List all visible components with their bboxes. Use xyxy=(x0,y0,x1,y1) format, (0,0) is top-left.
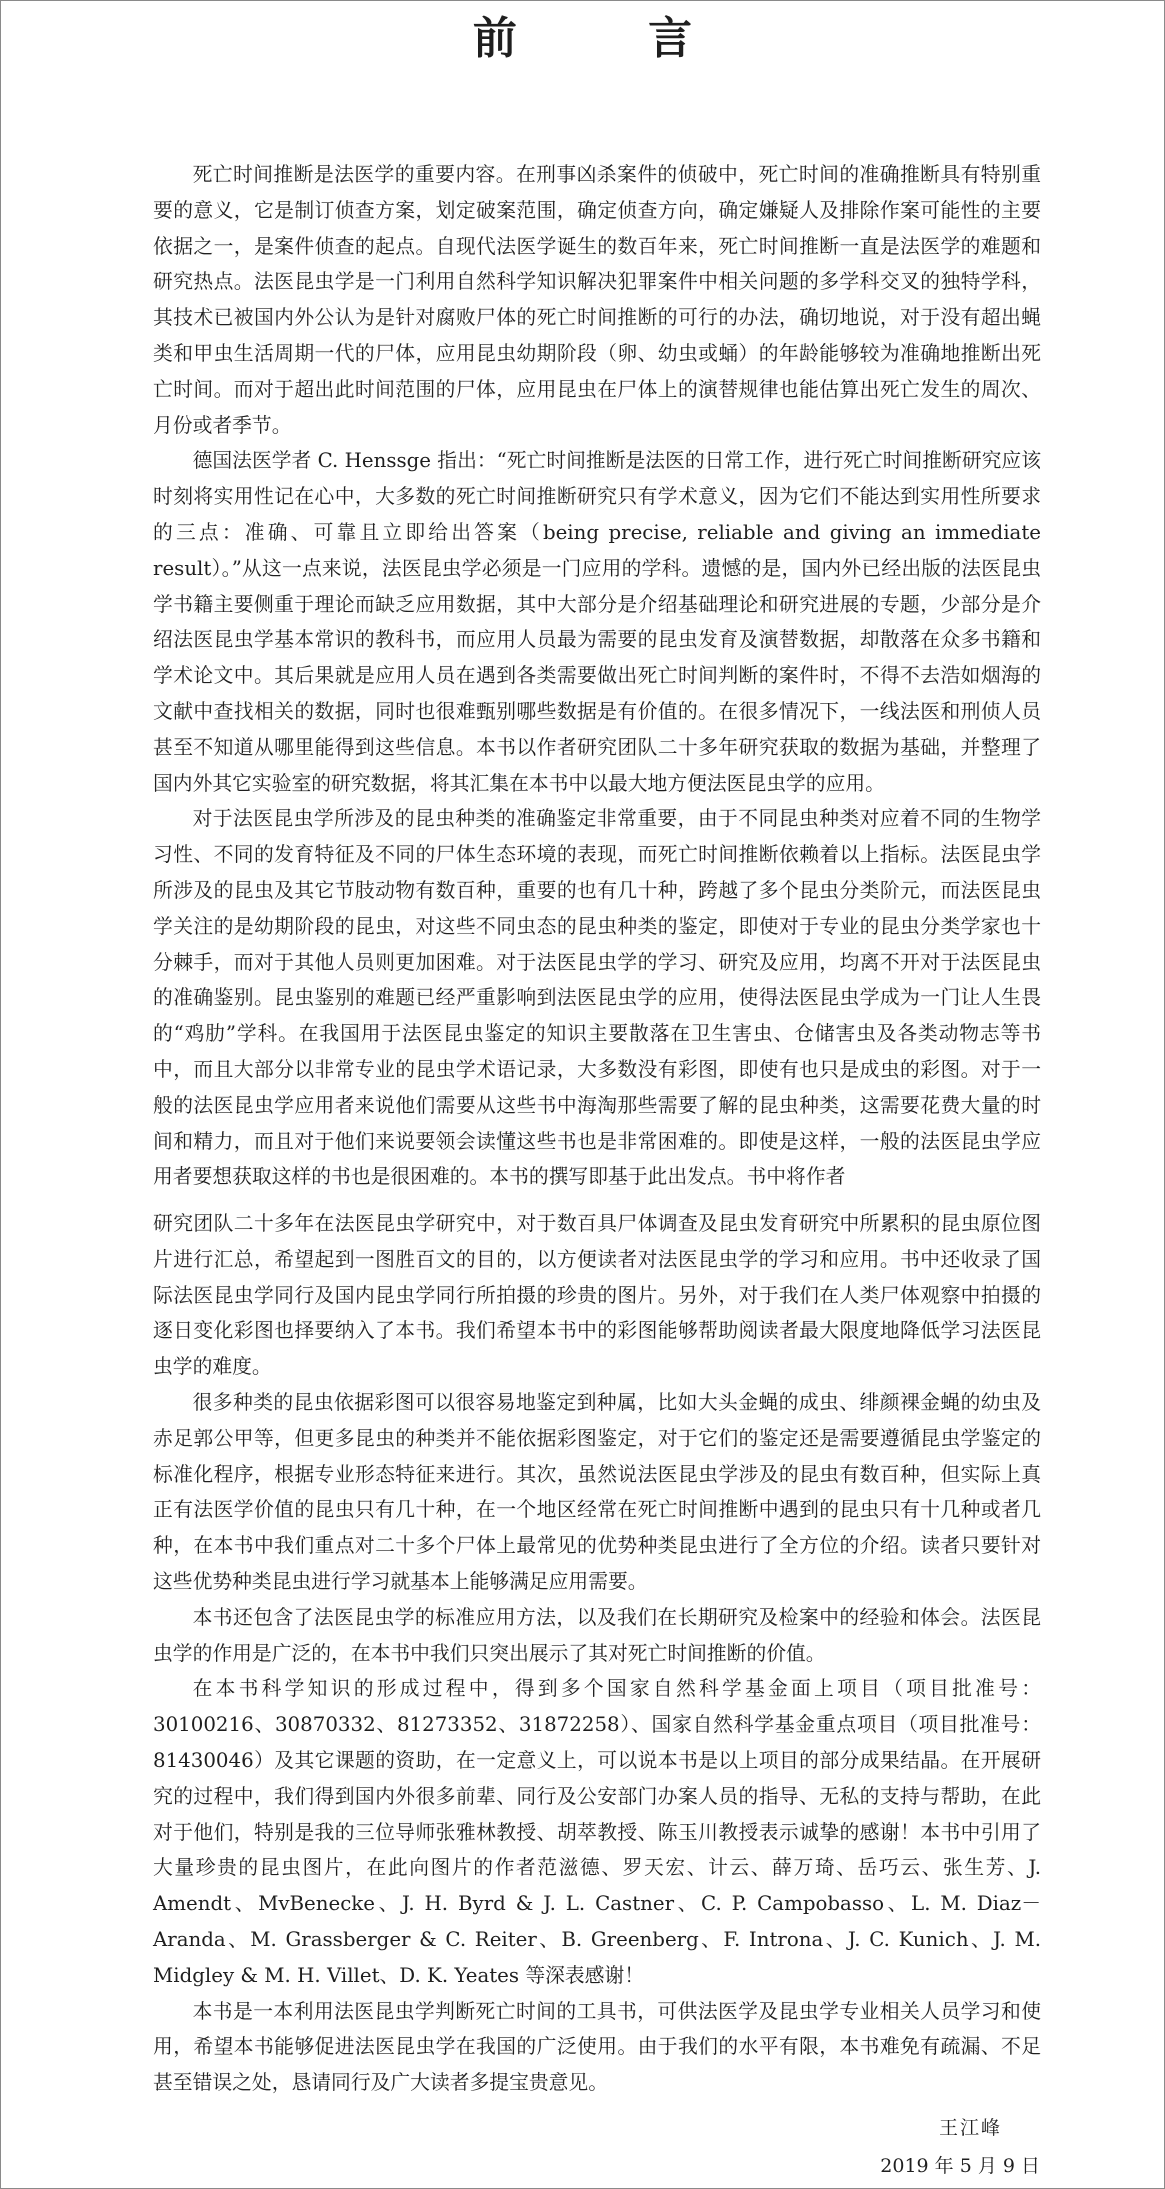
paragraph: 死亡时间推断是法医学的重要内容。在刑事凶杀案件的侦破中，死亡时间的准确推断具有特别重要的意义，它是制订侦查方案，划定破案范围，确定侦查方向，确定嫌疑人及排除作案可能性的主要依据之一，是案件侦查的起点。自现代法医学诞生的数百年来，死亡时间推断一直是法医学的难题和研究热点。法医昆虫学是一门利用自然科学知识解决犯罪案件中相关问题的多学科交叉的独特学科，其技术已被国内外公认为是针对腐败尸体的死亡时间推断的可行的办法，确切地说，对于没有超出蝇类和甲虫生活周期一代的尸体，应用昆虫幼期阶段（卵、幼虫或蛹）的年龄能够较为准确地推断出死亡时间。而对于超出此时间范围的尸体，应用昆虫在尸体上的演替规律也能估算出死亡发生的周次、月份或者季节。 xyxy=(153,163,1041,437)
paragraph: 本书还包含了法医昆虫学的标准应用方法，以及我们在长期研究及检案中的经验和体会。法医昆虫学的作用是广泛的，在本书中我们只突出展示了其对死亡时间推断的价值。 xyxy=(153,1605,1041,1665)
preface-body-bottom xyxy=(153,1206,1041,2101)
paragraph: 很多种类的昆虫依据彩图可以很容易地鉴定到种属，比如大头金蝇的成虫、绯颜裸金蝇的幼虫及赤足郭公甲等，但更多昆虫的种类并不能依据彩图鉴定，对于它们的鉴定还是需要遵循昆虫学鉴定的标准化程序，根据专业形态特征来进行。其次，虽然说法医昆虫学涉及的昆虫有数百种，但实际上真正有法医学价值的昆虫只有几十种，在一个地区经常在死亡时间推断中遇到的昆虫只有十几种或者几种，在本书中我们重点对二十多个尸体上最常见的优势种类昆虫进行了全方位的介绍。读者只要针对这些优势种类昆虫进行学习就基本上能够满足应用需要。 xyxy=(153,1390,1041,1593)
preface-body-top xyxy=(153,157,1041,1195)
page-title: 前 言 xyxy=(472,13,751,64)
paragraph-continuation: 研究团队二十多年在法医昆虫学研究中，对于数百具尸体调查及昆虫发育研究中所累积的昆虫原位图片进行汇总，希望起到一图胜百文的目的，以方便读者对法医昆虫学的学习和应用。书中还收录了国际法医昆虫学同行及国内昆虫学同行所拍摄的珍贵的图片。另外，对于我们在人类尸体观察中拍摄的逐日变化彩图也择要纳入了本书。我们希望本书中的彩图能够帮助阅读者最大限度地降低学习法医昆虫学的难度。 xyxy=(153,1212,1041,1379)
paragraph: 本书是一本利用法医昆虫学判断死亡时间的工具书，可供法医学及昆虫学专业相关人员学习和使用，希望本书能够促进法医昆虫学在我国的广泛使用。由于我们的水平有限，本书难免有疏漏、不足甚至错误之处，恳请同行及广大读者多提宝贵意见。 xyxy=(153,1999,1041,2095)
paragraph: 德国法医学者 C. Henssge 指出：“死亡时间推断是法医的日常工作，进行死亡时间推断研究应该时刻将实用性记在心中，大多数的死亡时间推断研究只有学术意义，因为它们不能达到实用性所要求的三点：准确、可靠且立即给出答案（being precise, reliable and giving an immediate result）。”从这一点来说，法医昆虫学必须是一门应用的学科。遗憾的是，国内外已经出版的法医昆虫学书籍主要侧重于理论而缺乏应用数据，其中大部分是介绍基础理论和研究进展的专题，少部分是介绍法医昆虫学基本常识的教科书，而应用人员最为需要的昆虫发育及演替数据，却散落在众多书籍和学术论文中。其后果就是应用人员在遇到各类需要做出死亡时间判断的案件时，不得不去浩如烟海的文献中查找相关的数据，同时也很难甄别哪些数据是有价值的。在很多情况下，一线法医和刑侦人员甚至不知道从哪里能得到这些信息。本书以作者研究团队二十多年研究获取的数据为基础，并整理了国内外其它实验室的研究数据，将其汇集在本书中以最大地方便法医昆虫学的应用。 xyxy=(153,449,1041,795)
paragraph: 在本书科学知识的形成过程中，得到多个国家自然科学基金面上项目（项目批准号：30100216、30870332、81273352、31872258）、国家自然科学基金重点项目（项目批准号：81430046）及其它课题的资助，在一定意义上，可以说本书是以上项目的部分成果结晶。在开展研究的过程中，我们得到国内外很多前辈、同行及公安部门办案人员的指导、无私的支持与帮助，在此对于他们，特别是我的三位导师张雅林教授、胡萃教授、陈玉川教授表示诚挚的感谢！本书中引用了大量珍贵的昆虫图片，在此向图片的作者范滋德、罗天宏、计云、薛万琦、岳巧云、张生芳、J. Amendt、MvBenecke、J. H. Byrd & J. L. Castner、C. P. Campobasso、L. M. Diaz－Aranda、M. Grassberger & C. Reiter、B. Greenberg、F. Introna、J. C. Kunich、J. M. Midgley & M. H. Villet、D. K. Yeates 等深表感谢！ xyxy=(153,1677,1041,1987)
paragraph: 对于法医昆虫学所涉及的昆虫种类的准确鉴定非常重要，由于不同昆虫种类对应着不同的生物学习性、不同的发育特征及不同的尸体生态环境的表现，而死亡时间推断依赖着以上指标。法医昆虫学所涉及的昆虫及其它节肢动物有数百种，重要的也有几十种，跨越了多个昆虫分类阶元，而法医昆虫学关注的是幼期阶段的昆虫，对这些不同虫态的昆虫种类的鉴定，即使对于专业的昆虫分类学家也十分棘手，而对于其他人员则更加困难。对于法医昆虫学的学习、研究及应用，均离不开对于法医昆虫的准确鉴别。昆虫鉴别的难题已经严重影响到法医昆虫学的应用，使得法医昆虫学成为一门让人生畏的“鸡肋”学科。在我国用于法医昆虫鉴定的知识主要散落在卫生害虫、仓储害虫及各类动物志等书中，而且大部分以非常专业的昆虫学术语记录，大多数没有彩图，即使有也只是成虫的彩图。对于一般的法医昆虫学应用者来说他们需要从这些书中海淘那些需要了解的昆虫种类，这需要花费大量的时间和精力，而且对于他们来说要领会读懂这些书也是非常困难的。即使是这样，一般的法医昆虫学应用者要想获取这样的书也是很困难的。本书的撰写即基于此出发点。书中将作者 xyxy=(153,807,1041,1189)
signature-date: 2019 年 5 月 9 日 xyxy=(880,2155,1040,2177)
author-signature: 王江峰 xyxy=(938,2117,1002,2139)
